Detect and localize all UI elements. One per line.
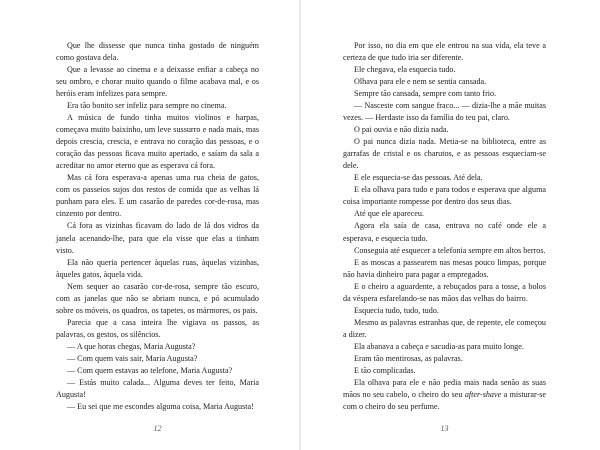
paragraph: Sempre tão cansada, sempre com tanto frio.: [354, 89, 497, 99]
dialogue-line: — A que horas chegas, Maria Augusta?: [67, 341, 196, 351]
paragraph: E ela olhava para tudo e para todos e esperava que alguma coisa importante rompesse por dentro dos seus dias.: [343, 185, 546, 207]
paragraph: Ela abanava a cabeça e sacudia-as para muito longe.: [354, 341, 524, 351]
paragraph: Mesmo as palavras estranhas que, de repente, ele começou a dizer.: [343, 317, 546, 339]
paragraph: O pai ouvia e não dizia nada.: [354, 125, 449, 135]
paragraph: Nem sequer ao casarão cor-de-rosa, sempre tão escuro, com as janelas que não se abriam nunca, e pó acumulado sobre os móveis, os quadros, os tapetes, os mármores, os pais.: [56, 281, 259, 315]
paragraph: A música de fundo tinha muitos violinos e harpas, começava muito baixinho, um leve sussurro e nada mais, mas depois crescia, crescia, e entrava no coração das pessoas, e o coração das pessoas ficava muito apertado, e saíam da sala a acreditar no amor eterno que as esperava cá fora.: [56, 113, 259, 171]
paragraph: O pai nunca dizia nada. Metia-se na biblioteca, entre as garrafas de cristal e os charutos, e as pessoas esqueciam-se dele.: [343, 137, 546, 171]
paragraph: Ela não queria pertencer àquelas ruas, àquelas vizinhas, àqueles gatos, àquela vida.: [56, 257, 259, 279]
paragraph: Esquecia tudo, tudo, tudo.: [354, 305, 439, 315]
paragraph: Por isso, no dia em que ele entrou na sua vida, ela teve a certeza de que tudo iria ser diferente.: [343, 41, 546, 63]
paragraph: Conseguia até esquecer a telefonia sempre em altos berros.: [354, 245, 546, 255]
italic-term: after-shave: [464, 389, 502, 399]
paragraph-final: Ela olhava para ele e não pedia mais nada senão as suas mãos no seu cabelo, o cheiro do seu after-shave a misturar-se com o cheiro do seu perfume.: [343, 377, 546, 411]
left-page-text: [56, 40, 259, 413]
paragraph: Agora ela saía de casa, entrava no café onde ele a esperava, e esquecia tudo.: [343, 221, 546, 243]
paragraph: E as moscas a passearem nas mesas pouco limpas, porque não havia dinheiro para pagar a empregados.: [343, 257, 546, 279]
paragraph: E o cheiro a aguardente, a rebuçados para a tosse, a bolos da véspera esfarelando-se nas mãos das velhas do bairro.: [343, 281, 546, 303]
book-gutter: [299, 0, 301, 450]
right-page-text: [343, 40, 546, 413]
dialogue-line: — Nasceste com sangue fraco... — dizia-lhe a mãe muitas vezes. — Herdaste isso da família do teu pai, claro.: [343, 101, 546, 123]
paragraph: Ele chegava, ela esquecia tudo.: [354, 65, 456, 75]
page-number-left: 12: [153, 424, 162, 433]
paragraph: Era tão bonito ser infeliz para sempre no cinema.: [67, 101, 227, 111]
paragraph: Parecia que a casa inteira lhe vigiava os passos, as palavras, os gestos, os silêncios.: [56, 317, 259, 339]
dialogue-line: — Estás muito calada... Alguma deves ter feito, Maria Augusta!: [56, 377, 259, 399]
paragraph: Cá fora as vizinhas ficavam do lado de lá dos vidros da janela acenando-lhe, para que ela visse que elas a tinham visto.: [56, 221, 259, 255]
paragraph: Olhava para ele e nem se sentia cansada.: [354, 77, 487, 87]
paragraph: E ele esquecia-se das pessoas. Até dela.: [354, 173, 483, 183]
paragraph: Eram tão mentirosas, as palavras.: [354, 353, 463, 363]
paragraph: Mas cá fora esperava-a apenas uma rua cheia de gatos, com os passeios sujos dos restos de comida que as velhas lá punham para eles. E um casarão de paredes cor-de-rosa, mas cinzento por dentro.: [56, 173, 259, 219]
dialogue-line: — Com quem estavas ao telefone, Maria Augusta?: [67, 365, 233, 375]
dialogue-line: — Eu sei que me escondes alguma coisa, Maria Augusta!: [67, 401, 254, 411]
paragraph: Que lhe dissesse que nunca tinha gostado de ninguém como gostava dela.: [56, 41, 259, 63]
paragraph: E tão complicadas.: [354, 365, 416, 375]
page-number-right: 13: [440, 424, 449, 433]
paragraph: Até que ele apareceu.: [354, 209, 424, 219]
paragraph: Que a levasse ao cinema e a deixasse enfiar a cabeça no seu ombro, e chorar muito quando o filme acabava mal, e os heróis eram infelizes para sempre.: [56, 65, 259, 99]
dialogue-line: — Com quem vais sair, Maria Augusta?: [67, 353, 198, 363]
